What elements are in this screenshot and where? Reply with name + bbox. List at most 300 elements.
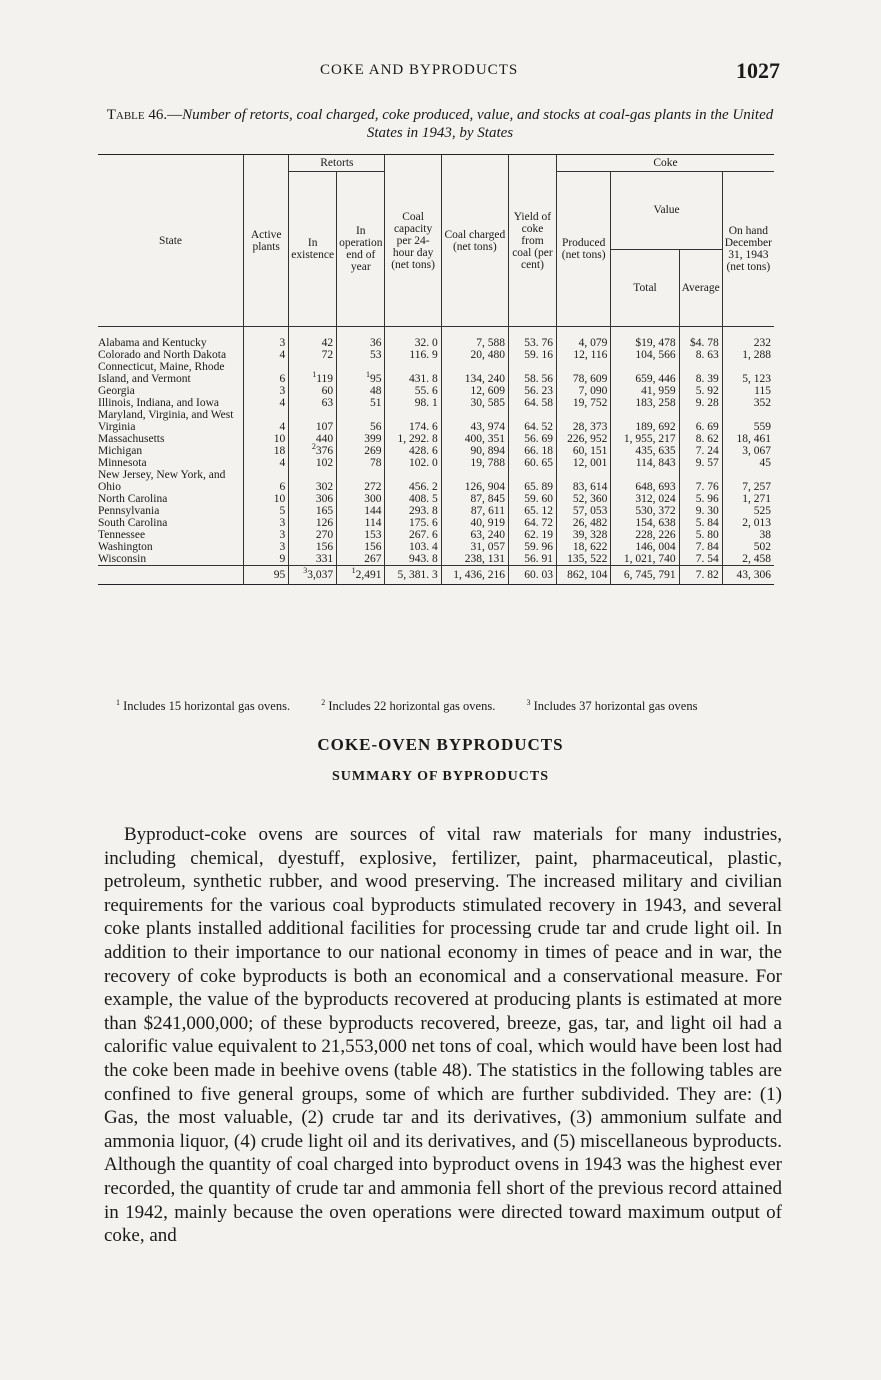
cell-active bbox=[244, 457, 289, 469]
cell-value-total-value: 659, 446 bbox=[635, 373, 676, 385]
cell-active bbox=[244, 349, 289, 361]
cell-value-total bbox=[611, 505, 679, 517]
cell-yield-value: 59. 60 bbox=[524, 493, 553, 505]
cell-value-average-value: 5. 92 bbox=[695, 385, 719, 397]
cell-value-average bbox=[679, 469, 722, 493]
cell-produced-value: 57, 053 bbox=[572, 505, 608, 517]
cell-on-hand-value: 18, 461 bbox=[736, 433, 771, 445]
cell-value-average-value: 8. 63 bbox=[695, 349, 719, 361]
total-existence-value: 3,037 bbox=[307, 569, 334, 581]
cell-value-total-value: 183, 258 bbox=[635, 397, 676, 409]
cell-active bbox=[244, 493, 289, 505]
cell-on-hand-value: 7, 257 bbox=[742, 481, 771, 493]
cell-yield bbox=[508, 409, 556, 433]
total-state-cell bbox=[98, 566, 244, 585]
cell-produced-value: 18, 622 bbox=[572, 541, 608, 553]
cell-active-value: 3 bbox=[279, 385, 286, 397]
table-label: Table 46. bbox=[106, 107, 168, 123]
cell-on-hand-value: 525 bbox=[753, 505, 771, 517]
cell-value-average bbox=[679, 349, 722, 361]
cell-produced-value: 4, 079 bbox=[578, 337, 608, 349]
header-active-plants: Active plants bbox=[244, 155, 289, 327]
cell-produced-value: 78, 609 bbox=[572, 373, 608, 385]
cell-operation-value: 300 bbox=[364, 493, 382, 505]
cell-active bbox=[244, 517, 289, 529]
cell-produced bbox=[556, 541, 610, 553]
cell-capacity bbox=[385, 493, 441, 505]
cell-operation bbox=[337, 529, 385, 541]
cell-coal-charged bbox=[441, 457, 508, 469]
cell-value-total-value: 41, 959 bbox=[641, 385, 676, 397]
cell-capacity-value: 456. 2 bbox=[408, 481, 438, 493]
cell-operation bbox=[337, 457, 385, 469]
cell-on-hand-value: 1, 271 bbox=[742, 493, 771, 505]
cell-active bbox=[244, 361, 289, 385]
cell-active bbox=[244, 469, 289, 493]
cell-produced bbox=[556, 385, 610, 397]
cell-produced-value: 39, 328 bbox=[572, 529, 608, 541]
cell-on-hand-value: 3, 067 bbox=[742, 445, 771, 457]
cell-value-total bbox=[611, 327, 679, 350]
cell-produced bbox=[556, 349, 610, 361]
header-coal-charged: Coal charged (net tons) bbox=[441, 155, 508, 327]
cell-value-total-value: 146, 004 bbox=[635, 541, 676, 553]
cell-coal-charged bbox=[441, 541, 508, 553]
state-name: Georgia bbox=[98, 385, 135, 397]
state-name: Michigan bbox=[98, 445, 143, 457]
state-name: North Carolina bbox=[98, 493, 168, 505]
state-name: Wisconsin bbox=[98, 553, 147, 565]
table-row bbox=[98, 505, 774, 517]
total-yield: 60. 03 bbox=[508, 566, 556, 585]
cell-on-hand bbox=[722, 493, 774, 505]
cell-existence-value: 440 bbox=[315, 433, 334, 445]
cell-coal-charged-value: 7, 588 bbox=[476, 337, 505, 349]
cell-existence bbox=[289, 442, 337, 457]
cell-coal-charged-value: 238, 131 bbox=[464, 553, 505, 565]
cell-operation bbox=[337, 409, 385, 433]
footnote bbox=[526, 699, 711, 713]
cell-value-average bbox=[679, 433, 722, 445]
cell-produced-value: 226, 952 bbox=[567, 433, 608, 445]
cell-yield-value: 60. 65 bbox=[524, 457, 553, 469]
cell-existence bbox=[289, 517, 337, 529]
cell-coal-charged-value: 63, 240 bbox=[470, 529, 505, 541]
cell-coal-charged-value: 20, 480 bbox=[470, 349, 505, 361]
cell-existence bbox=[289, 361, 337, 385]
cell-coal-charged bbox=[441, 493, 508, 505]
cell-existence-value: 119 bbox=[316, 373, 334, 385]
cell-on-hand bbox=[722, 541, 774, 553]
cell-existence bbox=[289, 541, 337, 553]
header-coke: Coke bbox=[556, 155, 774, 172]
table-row bbox=[98, 397, 774, 409]
page-number: 1027 bbox=[736, 58, 780, 83]
state-name: Maryland, Virginia, and West Virginia bbox=[98, 409, 234, 433]
cell-yield bbox=[508, 349, 556, 361]
cell-produced-value: 28, 373 bbox=[572, 421, 608, 433]
state-name: South Carolina bbox=[98, 517, 168, 529]
cell-active bbox=[244, 409, 289, 433]
footnote bbox=[321, 699, 509, 713]
footnote-text: Includes 15 horizontal gas ovens. bbox=[123, 699, 291, 713]
cell-yield bbox=[508, 385, 556, 397]
cell-yield-value: 64. 72 bbox=[524, 517, 553, 529]
cell-yield bbox=[508, 529, 556, 541]
cell-operation bbox=[337, 349, 385, 361]
cell-yield bbox=[508, 493, 556, 505]
state-name: Colorado and North Dakota bbox=[98, 349, 227, 361]
cell-coal-charged bbox=[441, 397, 508, 409]
footnote-text: Includes 37 horizontal gas ovens bbox=[533, 699, 698, 713]
cell-on-hand bbox=[722, 505, 774, 517]
cell-yield-value: 64. 52 bbox=[524, 421, 553, 433]
cell-on-hand-value: 38 bbox=[759, 529, 771, 541]
cell-existence bbox=[289, 553, 337, 566]
state-name: Alabama and Kentucky bbox=[98, 337, 207, 349]
cell-value-average bbox=[679, 553, 722, 566]
cell-existence bbox=[289, 469, 337, 493]
cell-on-hand bbox=[722, 361, 774, 385]
cell-active bbox=[244, 529, 289, 541]
header-capacity: Coal capacity per 24-hour day (net tons) bbox=[385, 155, 441, 327]
cell-capacity-value: 267. 6 bbox=[408, 529, 438, 541]
cell-produced-value: 12, 116 bbox=[573, 349, 608, 361]
table-body bbox=[98, 327, 774, 566]
section-subtitle: SUMMARY OF BYPRODUCTS bbox=[331, 769, 550, 784]
cell-operation bbox=[337, 493, 385, 505]
cell-capacity-value: 1, 292. 8 bbox=[397, 433, 438, 445]
cell-capacity-value: 408. 5 bbox=[408, 493, 438, 505]
cell-capacity-value: 943. 8 bbox=[408, 553, 438, 565]
cell-existence-value: 72 bbox=[321, 349, 334, 361]
cell-capacity bbox=[385, 327, 441, 350]
cell-operation bbox=[337, 445, 385, 457]
cell-active-value: 4 bbox=[279, 457, 286, 469]
cell-value-total-value: 312, 024 bbox=[635, 493, 676, 505]
cell-on-hand-value: 502 bbox=[753, 541, 771, 553]
total-operation-note: 1 bbox=[351, 566, 356, 576]
cell-state bbox=[98, 553, 244, 566]
footnote-ref: 1 bbox=[312, 370, 317, 380]
cell-produced bbox=[556, 327, 610, 350]
cell-produced bbox=[556, 553, 610, 566]
cell-capacity-value: 32. 0 bbox=[414, 337, 438, 349]
running-title: COKE AND BYPRODUCTS bbox=[320, 62, 519, 78]
cell-capacity-value: 175. 6 bbox=[408, 517, 438, 529]
cell-capacity-value: 293. 8 bbox=[408, 505, 438, 517]
cell-state bbox=[98, 517, 244, 529]
cell-value-total-value: 154, 638 bbox=[635, 517, 676, 529]
cell-operation bbox=[337, 385, 385, 397]
caption-dash: — bbox=[167, 107, 183, 123]
cell-capacity bbox=[385, 349, 441, 361]
cell-capacity bbox=[385, 529, 441, 541]
cell-active bbox=[244, 327, 289, 350]
cell-active-value: 3 bbox=[279, 529, 286, 541]
cell-active bbox=[244, 385, 289, 397]
cell-capacity bbox=[385, 409, 441, 433]
cell-active-value: 3 bbox=[279, 517, 286, 529]
cell-existence bbox=[289, 529, 337, 541]
cell-active-value: 3 bbox=[279, 337, 286, 349]
cell-on-hand-value: 115 bbox=[754, 385, 771, 397]
cell-on-hand-value: 2, 458 bbox=[742, 553, 771, 565]
total-average: 7. 82 bbox=[679, 566, 722, 585]
cell-yield-value: 56. 23 bbox=[524, 385, 553, 397]
cell-value-average bbox=[679, 505, 722, 517]
total-charged: 1, 436, 216 bbox=[441, 566, 508, 585]
cell-on-hand bbox=[722, 517, 774, 529]
cell-coal-charged-value: 30, 585 bbox=[470, 397, 505, 409]
cell-on-hand bbox=[722, 327, 774, 350]
cell-value-average-value: 9. 28 bbox=[695, 397, 719, 409]
cell-coal-charged bbox=[441, 385, 508, 397]
cell-produced bbox=[556, 397, 610, 409]
cell-on-hand bbox=[722, 445, 774, 457]
cell-value-total bbox=[611, 517, 679, 529]
cell-existence-value: 60 bbox=[321, 385, 334, 397]
cell-state bbox=[98, 541, 244, 553]
cell-value-average bbox=[679, 327, 722, 350]
cell-active-value: 10 bbox=[273, 433, 286, 445]
cell-produced bbox=[556, 361, 610, 385]
cell-value-total bbox=[611, 361, 679, 385]
table-row bbox=[98, 409, 774, 433]
cell-value-total-value: 530, 372 bbox=[635, 505, 676, 517]
cell-state bbox=[98, 457, 244, 469]
section-title: COKE-OVEN BYPRODUCTS bbox=[317, 735, 564, 754]
cell-operation bbox=[337, 327, 385, 350]
cell-state bbox=[98, 505, 244, 517]
footnote-text: Includes 22 horizontal gas ovens. bbox=[328, 699, 496, 713]
cell-on-hand-value: 559 bbox=[753, 421, 771, 433]
cell-yield bbox=[508, 517, 556, 529]
cell-value-average-value: 7. 76 bbox=[695, 481, 719, 493]
cell-on-hand-value: 2, 013 bbox=[742, 517, 771, 529]
cell-yield-value: 53. 76 bbox=[524, 337, 553, 349]
cell-state bbox=[98, 361, 244, 385]
cell-yield bbox=[508, 505, 556, 517]
cell-on-hand-value: 5, 123 bbox=[742, 373, 771, 385]
cell-value-average bbox=[679, 517, 722, 529]
cell-capacity-value: 103. 4 bbox=[408, 541, 438, 553]
cell-yield-value: 56. 91 bbox=[524, 553, 553, 565]
cell-coal-charged-value: 12, 609 bbox=[470, 385, 505, 397]
cell-value-average bbox=[679, 457, 722, 469]
body-paragraph: Byproduct-coke ovens are sources of vital raw materials for many industries, including chemical, dyestuff, explosive, fertilizer, paint, pharmaceutical, plastic, petroleum, synthetic rubber, and wood preserving. The increased military and civilian requirements for the various coal byproducts stimulated recovery in 1943, and several coke plants installed additional facilities for processing crude tar and crude light oil. In addition to their importance to our national economy in times of peace and in war, the recovery of coke byproducts is both an economical and a conservational measure. For example, the value of the byproducts recovered at producing plants is estimated at more than $241,000,000; of these byproducts recovered, breeze, gas, tar, and light oil had a calorific value equivalent to 21,553,000 net tons of coal, which would have been lost had the coke been made in beehive ovens (table 48). The statistics in the following tables are confined to five general groups, some of which are further subdivided. They are: (1) Gas, the most valuable, (2) crude tar and its derivatives, (3) ammonium sulfate and ammonia liquor, (4) crude light oil and its derivatives, and (5) miscellaneous byproducts. Although the quantity of coal charged into byproduct ovens in 1943 was the highest ever recorded, the quantity of crude tar and ammonia fell short of the previous record attained in 1942, mainly because the oven operations were directed toward maximum output of coke, and bbox=[104, 824, 783, 1247]
cell-produced-value: 12, 001 bbox=[572, 457, 608, 469]
cell-active bbox=[244, 505, 289, 517]
cell-on-hand-value: 232 bbox=[753, 337, 771, 349]
header-average: Average bbox=[679, 249, 722, 327]
total-operation bbox=[337, 566, 385, 585]
header-value: Value bbox=[611, 172, 722, 250]
cell-value-average bbox=[679, 493, 722, 505]
cell-coal-charged bbox=[441, 517, 508, 529]
cell-coal-charged bbox=[441, 529, 508, 541]
cell-on-hand-value: 352 bbox=[753, 397, 771, 409]
cell-coal-charged bbox=[441, 505, 508, 517]
cell-on-hand bbox=[722, 529, 774, 541]
cell-capacity bbox=[385, 397, 441, 409]
cell-yield bbox=[508, 553, 556, 566]
cell-value-average-value: 7. 24 bbox=[695, 445, 719, 457]
cell-operation-value: 269 bbox=[364, 445, 382, 457]
cell-value-total-value: 189, 692 bbox=[635, 421, 676, 433]
cell-yield bbox=[508, 445, 556, 457]
cell-operation-value: 53 bbox=[369, 349, 382, 361]
cell-on-hand bbox=[722, 349, 774, 361]
cell-yield bbox=[508, 457, 556, 469]
cell-operation-value: 56 bbox=[369, 421, 382, 433]
cell-value-total bbox=[611, 409, 679, 433]
cell-coal-charged-value: 90, 894 bbox=[470, 445, 505, 457]
state-name: Illinois, Indiana, and Iowa bbox=[98, 397, 220, 409]
cell-existence-value: 302 bbox=[315, 481, 334, 493]
table-row bbox=[98, 493, 774, 505]
header-total: Total bbox=[611, 249, 679, 327]
cell-capacity-value: 428. 6 bbox=[408, 445, 438, 457]
cell-operation bbox=[337, 397, 385, 409]
total-on-hand: 43, 306 bbox=[722, 566, 774, 585]
cell-yield-value: 58. 56 bbox=[524, 373, 553, 385]
state-name: Pennsylvania bbox=[98, 505, 160, 517]
cell-produced bbox=[556, 433, 610, 445]
cell-capacity bbox=[385, 457, 441, 469]
cell-yield-value: 59. 96 bbox=[524, 541, 553, 553]
cell-operation bbox=[337, 469, 385, 493]
cell-produced-value: 52, 360 bbox=[572, 493, 608, 505]
cell-active-value: 3 bbox=[279, 541, 286, 553]
table-total-row bbox=[98, 566, 774, 585]
cell-value-average-value: 9. 30 bbox=[695, 505, 719, 517]
state-name: Connecticut, Maine, Rhode Island, and Vermont bbox=[98, 361, 225, 385]
cell-value-average-value: $4. 78 bbox=[689, 337, 719, 349]
cell-active bbox=[244, 445, 289, 457]
cell-produced bbox=[556, 409, 610, 433]
cell-on-hand-value: 45 bbox=[759, 457, 771, 469]
cell-state bbox=[98, 433, 244, 445]
cell-active-value: 6 bbox=[279, 481, 286, 493]
cell-state bbox=[98, 327, 244, 350]
table-row bbox=[98, 529, 774, 541]
cell-coal-charged-value: 87, 611 bbox=[470, 505, 505, 517]
table-row bbox=[98, 469, 774, 493]
cell-value-average bbox=[679, 541, 722, 553]
cell-active bbox=[244, 553, 289, 566]
cell-yield bbox=[508, 361, 556, 385]
cell-on-hand bbox=[722, 469, 774, 493]
cell-produced-value: 26, 482 bbox=[572, 517, 608, 529]
table-row bbox=[98, 457, 774, 469]
cell-coal-charged bbox=[441, 445, 508, 457]
cell-capacity-value: 174. 6 bbox=[408, 421, 438, 433]
table-row bbox=[98, 445, 774, 457]
cell-existence-value: 102 bbox=[315, 457, 334, 469]
cell-produced bbox=[556, 505, 610, 517]
header-yield: Yield of coke from coal (per cent) bbox=[508, 155, 556, 327]
cell-yield-value: 65. 12 bbox=[524, 505, 553, 517]
cell-value-total bbox=[611, 445, 679, 457]
cell-capacity bbox=[385, 433, 441, 445]
running-head bbox=[100, 58, 780, 88]
cell-coal-charged-value: 40, 919 bbox=[470, 517, 505, 529]
cell-existence-value: 42 bbox=[321, 337, 334, 349]
cell-yield-value: 65. 89 bbox=[524, 481, 553, 493]
cell-operation bbox=[337, 361, 385, 385]
cell-value-average-value: 8. 39 bbox=[695, 373, 719, 385]
cell-value-average-value: 7. 84 bbox=[695, 541, 719, 553]
table-row bbox=[98, 553, 774, 566]
cell-capacity bbox=[385, 505, 441, 517]
state-name: Minnesota bbox=[98, 457, 147, 469]
total-value: 6, 745, 791 bbox=[611, 566, 679, 585]
cell-operation bbox=[337, 553, 385, 566]
cell-yield-value: 64. 58 bbox=[524, 397, 553, 409]
cell-value-total-value: 114, 843 bbox=[635, 457, 676, 469]
cell-value-total-value: 648, 693 bbox=[635, 481, 676, 493]
cell-value-total bbox=[611, 529, 679, 541]
cell-operation-value: 48 bbox=[369, 385, 382, 397]
cell-yield bbox=[508, 469, 556, 493]
cell-state bbox=[98, 529, 244, 541]
cell-value-total-value: 435, 635 bbox=[635, 445, 676, 457]
cell-state bbox=[98, 397, 244, 409]
data-table bbox=[98, 154, 774, 585]
cell-existence bbox=[289, 409, 337, 433]
cell-capacity bbox=[385, 469, 441, 493]
cell-operation bbox=[337, 505, 385, 517]
cell-value-total-value: 104, 566 bbox=[635, 349, 676, 361]
state-name: Tennessee bbox=[98, 529, 146, 541]
table-row bbox=[98, 385, 774, 397]
caption-text: Number of retorts, coal charged, coke produced, value, and stocks at coal-gas plants in the United States in 1943, by States bbox=[182, 107, 774, 141]
cell-active-value: 5 bbox=[279, 505, 286, 517]
table-row bbox=[98, 541, 774, 553]
cell-produced bbox=[556, 529, 610, 541]
cell-operation-value: 95 bbox=[369, 373, 382, 385]
cell-capacity bbox=[385, 361, 441, 385]
cell-existence bbox=[289, 385, 337, 397]
cell-existence bbox=[289, 349, 337, 361]
header-in-existence: In existence bbox=[289, 172, 337, 327]
cell-value-average bbox=[679, 529, 722, 541]
cell-produced bbox=[556, 445, 610, 457]
cell-active bbox=[244, 397, 289, 409]
cell-value-total-value: $19, 478 bbox=[635, 337, 676, 349]
cell-active-value: 18 bbox=[273, 445, 286, 457]
cell-yield bbox=[508, 327, 556, 350]
cell-value-average bbox=[679, 445, 722, 457]
cell-operation-value: 153 bbox=[364, 529, 382, 541]
cell-active-value: 4 bbox=[279, 349, 286, 361]
cell-value-total-value: 1, 021, 740 bbox=[623, 553, 676, 565]
cell-value-total bbox=[611, 433, 679, 445]
cell-on-hand bbox=[722, 553, 774, 566]
header-state: State bbox=[98, 155, 244, 327]
cell-existence-value: 306 bbox=[315, 493, 334, 505]
cell-value-total bbox=[611, 493, 679, 505]
table-row bbox=[98, 517, 774, 529]
cell-produced bbox=[556, 457, 610, 469]
cell-existence bbox=[289, 327, 337, 350]
cell-value-total bbox=[611, 349, 679, 361]
cell-value-average bbox=[679, 409, 722, 433]
cell-existence-value: 270 bbox=[315, 529, 334, 541]
cell-produced-value: 60, 151 bbox=[572, 445, 608, 457]
cell-yield-value: 59. 16 bbox=[524, 349, 553, 361]
